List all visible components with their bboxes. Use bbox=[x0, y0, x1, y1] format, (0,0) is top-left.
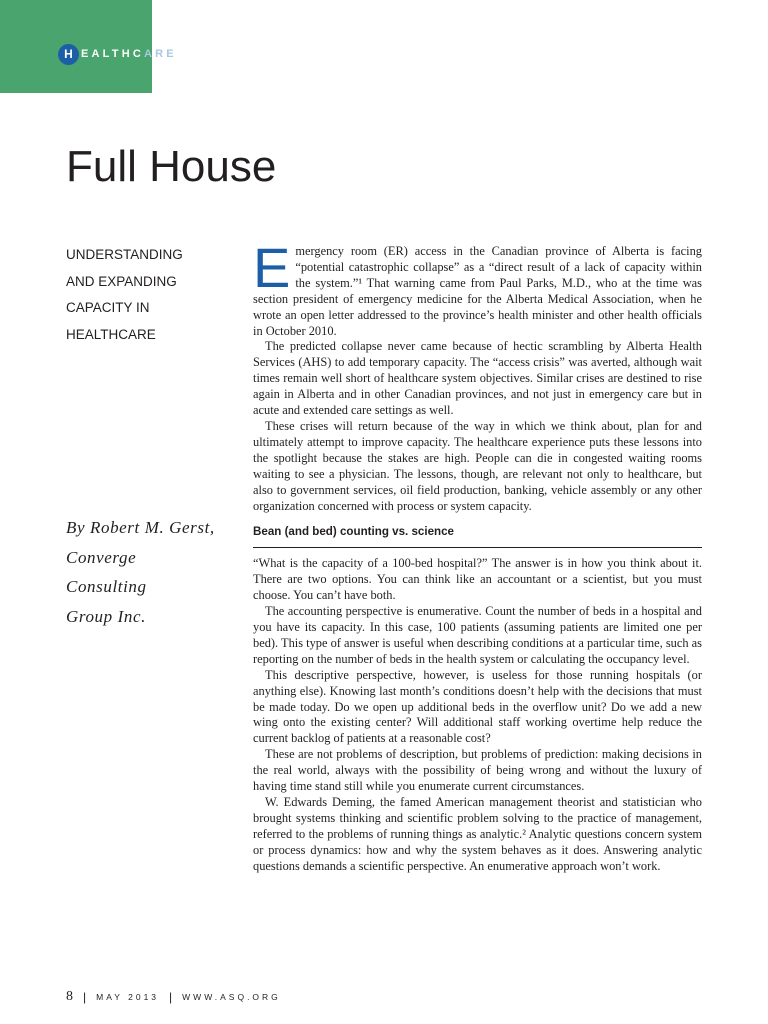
byline-line: Group Inc. bbox=[66, 606, 146, 626]
article-paragraph: These crises will return because of the way in which we think about, plan for and ultimately attempt to improve capacity. The healthcare experience puts these lessons into the spotlight because the stakes are high. People can die in congested waiting rooms waiting to see a physician. The lessons, though, are relevant not only to healthcare, but also to government services, oil field production, banking, vehicle assembly or any other organization concerned with process or system capacity. bbox=[253, 418, 702, 513]
article-paragraph: The accounting perspective is enumerative. Count the number of beds in a hospital and you have its capacity. In this case, 100 patients (assuming patients are limited one per bed). This type of answer is useful when describing conditions at a particular time, such as reporting on the number of beds in the health system or calculating the occupancy level. bbox=[253, 604, 702, 666]
article-paragraph: These are not problems of description, but problems of prediction: making decisions in the real world, always with the possibility of being wrong and without the luxury of having time stand still while you enumerate current circumstances. bbox=[253, 747, 702, 794]
byline-line: Consulting bbox=[66, 577, 147, 596]
issue-date: MAY 2013 bbox=[96, 992, 160, 1002]
subtitle-line: UNDERSTANDING bbox=[66, 247, 183, 262]
article-title: Full House bbox=[66, 142, 277, 191]
article-paragraph: “What is the capacity of a 100-bed hospital?” The answer is in how you think about it. There are two options. You can think like an accountant or a scientist, but you must choose. You can’t have both. bbox=[253, 556, 702, 603]
page-footer bbox=[66, 989, 281, 1005]
section-name-overflow: ARE bbox=[144, 48, 177, 60]
subtitle-line: HEALTHCARE bbox=[66, 327, 156, 343]
byline-line: By Robert M. Gerst, bbox=[66, 518, 215, 537]
section-name bbox=[81, 48, 177, 60]
article-body bbox=[253, 236, 702, 875]
section-initial-badge bbox=[58, 44, 79, 65]
section-heading: Bean (and bed) counting vs. science bbox=[253, 524, 702, 548]
footer-separator: | bbox=[83, 990, 87, 1004]
article-paragraph: The predicted collapse never came because of hectic scrambling by Alberta Health Services (AHS) to add temporary capacity. The “access crisis” was averted, although wait times remain well short of healthcare system objectives. Similar crises are destined to rise again in Alberta and in other Canadian provinces, and not just in emergency care but in acute and extended care settings as well. bbox=[253, 339, 702, 418]
section-label bbox=[58, 42, 177, 66]
author-byline bbox=[66, 513, 236, 631]
byline-line: Converge bbox=[66, 547, 137, 567]
section-initial: H bbox=[64, 47, 73, 61]
subtitle-line: CAPACITY IN bbox=[66, 300, 150, 316]
article-subtitle bbox=[66, 242, 216, 349]
paragraph-text: mergency room (ER) access in the Canadian province of Alberta is facing “potential catastrophic collapse” as a “direct result of a lack of capacity within the system.”¹ That warning came from Paul Parks, M.D., who at the time was section president of emergency medicine for the Alberta Medical Association, when he wrote an open letter addressed to the province’s health minister and other health officials in October 2010. bbox=[253, 244, 702, 338]
page-number: 8 bbox=[66, 989, 73, 1004]
subtitle-line: AND EXPANDING bbox=[66, 273, 177, 289]
footer-separator: | bbox=[169, 990, 173, 1004]
website-url: WWW.ASQ.ORG bbox=[182, 992, 281, 1002]
article-paragraph: W. Edwards Deming, the famed American management theorist and statistician who brought systems thinking and scientific problem solving to the practice of management, referred to the problems of running things as analytic.² Analytic questions concern system or process dynamics: how and why the system behaves as it does. Answering analytic questions demands a scientific perspective. An enumerative approach won’t work. bbox=[253, 795, 702, 873]
drop-cap: E bbox=[253, 236, 291, 299]
article-paragraph bbox=[253, 236, 702, 339]
section-name-main: EALTHC bbox=[81, 48, 144, 60]
article-paragraph: This descriptive perspective, however, is useless for those running hospitals (or anything else). Knowing last month’s conditions doesn’t help with the decisions that must be made today. Do we open up additional beds in the overflow unit? Do we add a new wing onto the existing center? Will additional staff working overtime help reduce the current backlog of patients at a reasonable cost? bbox=[253, 667, 702, 746]
